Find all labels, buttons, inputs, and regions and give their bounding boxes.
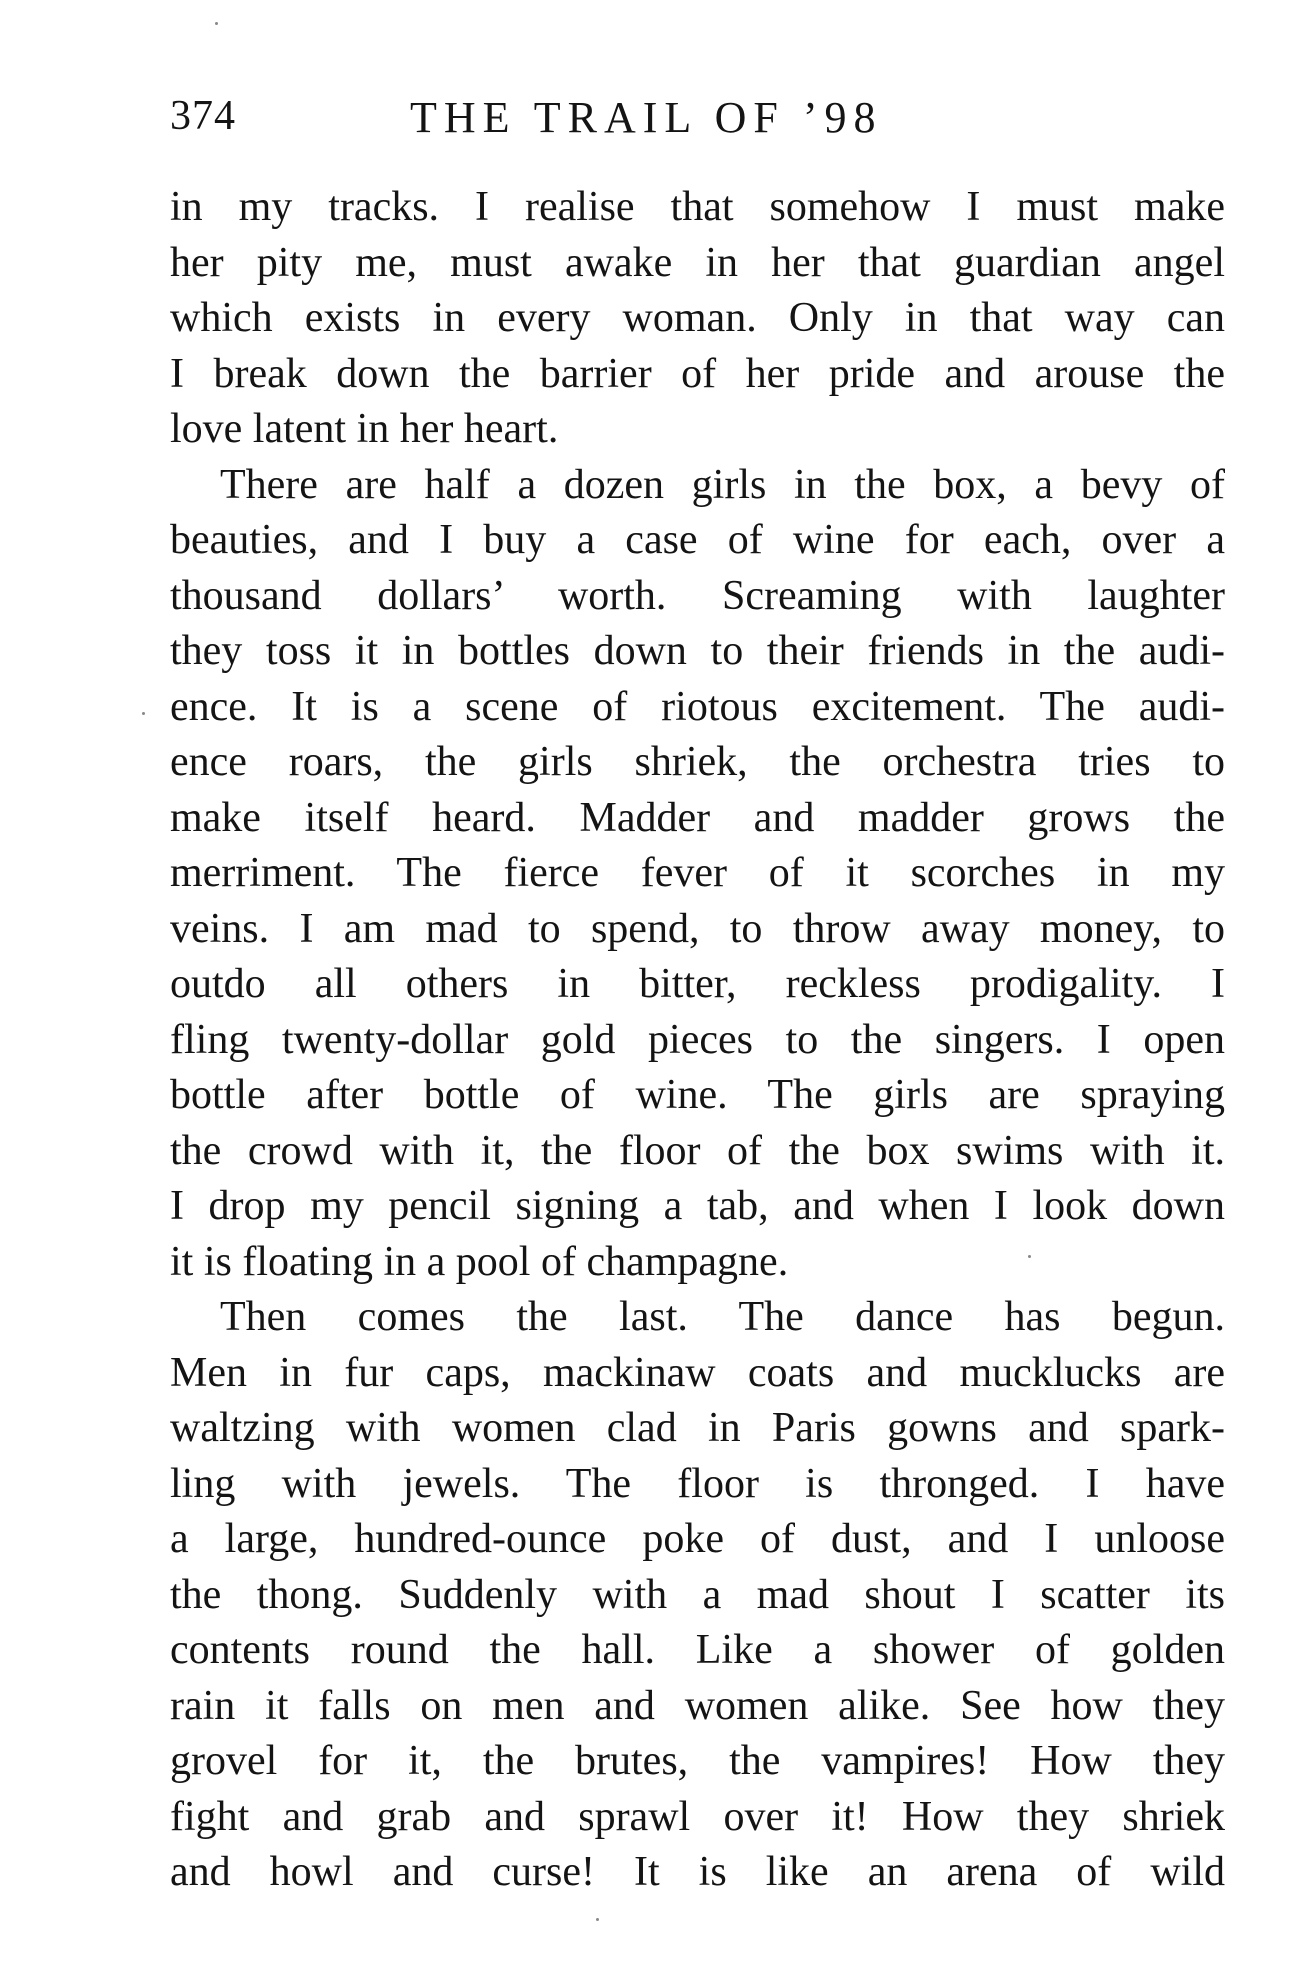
text-line: merriment. The fierce fever of it scorches in my — [170, 850, 1225, 896]
page-number: 374 — [170, 93, 236, 139]
text-line: There are half a dozen girls in the box, a bevy of — [220, 461, 1225, 508]
paper-speck — [215, 22, 218, 25]
text-line: Men in fur caps, mackinaw coats and mucklucks are — [170, 1349, 1225, 1396]
text-line: they toss it in bottles down to their friends in the audi- — [170, 628, 1225, 674]
text-line: I drop my pencil signing a tab, and when I look down — [170, 1183, 1225, 1229]
text-line: and howl and curse! It is like an arena of wild — [170, 1849, 1225, 1895]
text-line: Then comes the last. The dance has begun. — [220, 1294, 1225, 1340]
body-text — [170, 180, 1225, 1901]
text-line: it is floating in a pool of champagne. — [170, 1238, 789, 1285]
text-line: in my tracks. I realise that somehow I must make — [170, 184, 1225, 230]
paper-speck — [1028, 1255, 1031, 1258]
text-line: her pity me, must awake in her that guardian angel — [170, 239, 1225, 286]
text-line: fling twenty-dollar gold pieces to the singers. I open — [170, 1016, 1225, 1063]
text-line: ence. It is a scene of riotous excitement. The audi- — [170, 683, 1225, 730]
text-line: rain it falls on men and women alike. See how they — [170, 1682, 1225, 1729]
text-line: I break down the barrier of her pride and arouse the — [170, 350, 1225, 397]
text-line: which exists in every woman. Only in that way can — [170, 295, 1225, 341]
text-line: a large, hundred-ounce poke of dust, and I unloose — [170, 1516, 1225, 1562]
text-line: the crowd with it, the floor of the box swims with it. — [170, 1127, 1225, 1174]
text-line: ence roars, the girls shriek, the orchestra tries to — [170, 739, 1225, 785]
text-line: waltzing with women clad in Paris gowns and spark- — [170, 1405, 1225, 1451]
text-line: bottle after bottle of wine. The girls are spraying — [170, 1072, 1225, 1118]
text-line: make itself heard. Madder and madder grows the — [170, 794, 1225, 841]
paper-speck — [596, 1918, 599, 1921]
running-head: THE TRAIL OF ’98 — [410, 93, 883, 142]
text-line: love latent in her heart. — [170, 406, 559, 452]
page-header — [170, 92, 1230, 152]
paper-speck — [142, 712, 145, 715]
text-line: ling with jewels. The floor is thronged. I have — [170, 1460, 1225, 1507]
text-line: beauties, and I buy a case of wine for each, over a — [170, 517, 1225, 563]
text-line: the thong. Suddenly with a mad shout I scatter its — [170, 1571, 1225, 1618]
text-line: veins. I am mad to spend, to throw away money, to — [170, 905, 1225, 952]
text-line: contents round the hall. Like a shower of golden — [170, 1627, 1225, 1673]
text-line: grovel for it, the brutes, the vampires! How they — [170, 1738, 1225, 1784]
text-line: thousand dollars’ worth. Screaming with laughter — [170, 572, 1225, 619]
text-line: outdo all others in bitter, reckless prodigality. I — [170, 961, 1225, 1007]
text-line: fight and grab and sprawl over it! How they shriek — [170, 1793, 1225, 1840]
